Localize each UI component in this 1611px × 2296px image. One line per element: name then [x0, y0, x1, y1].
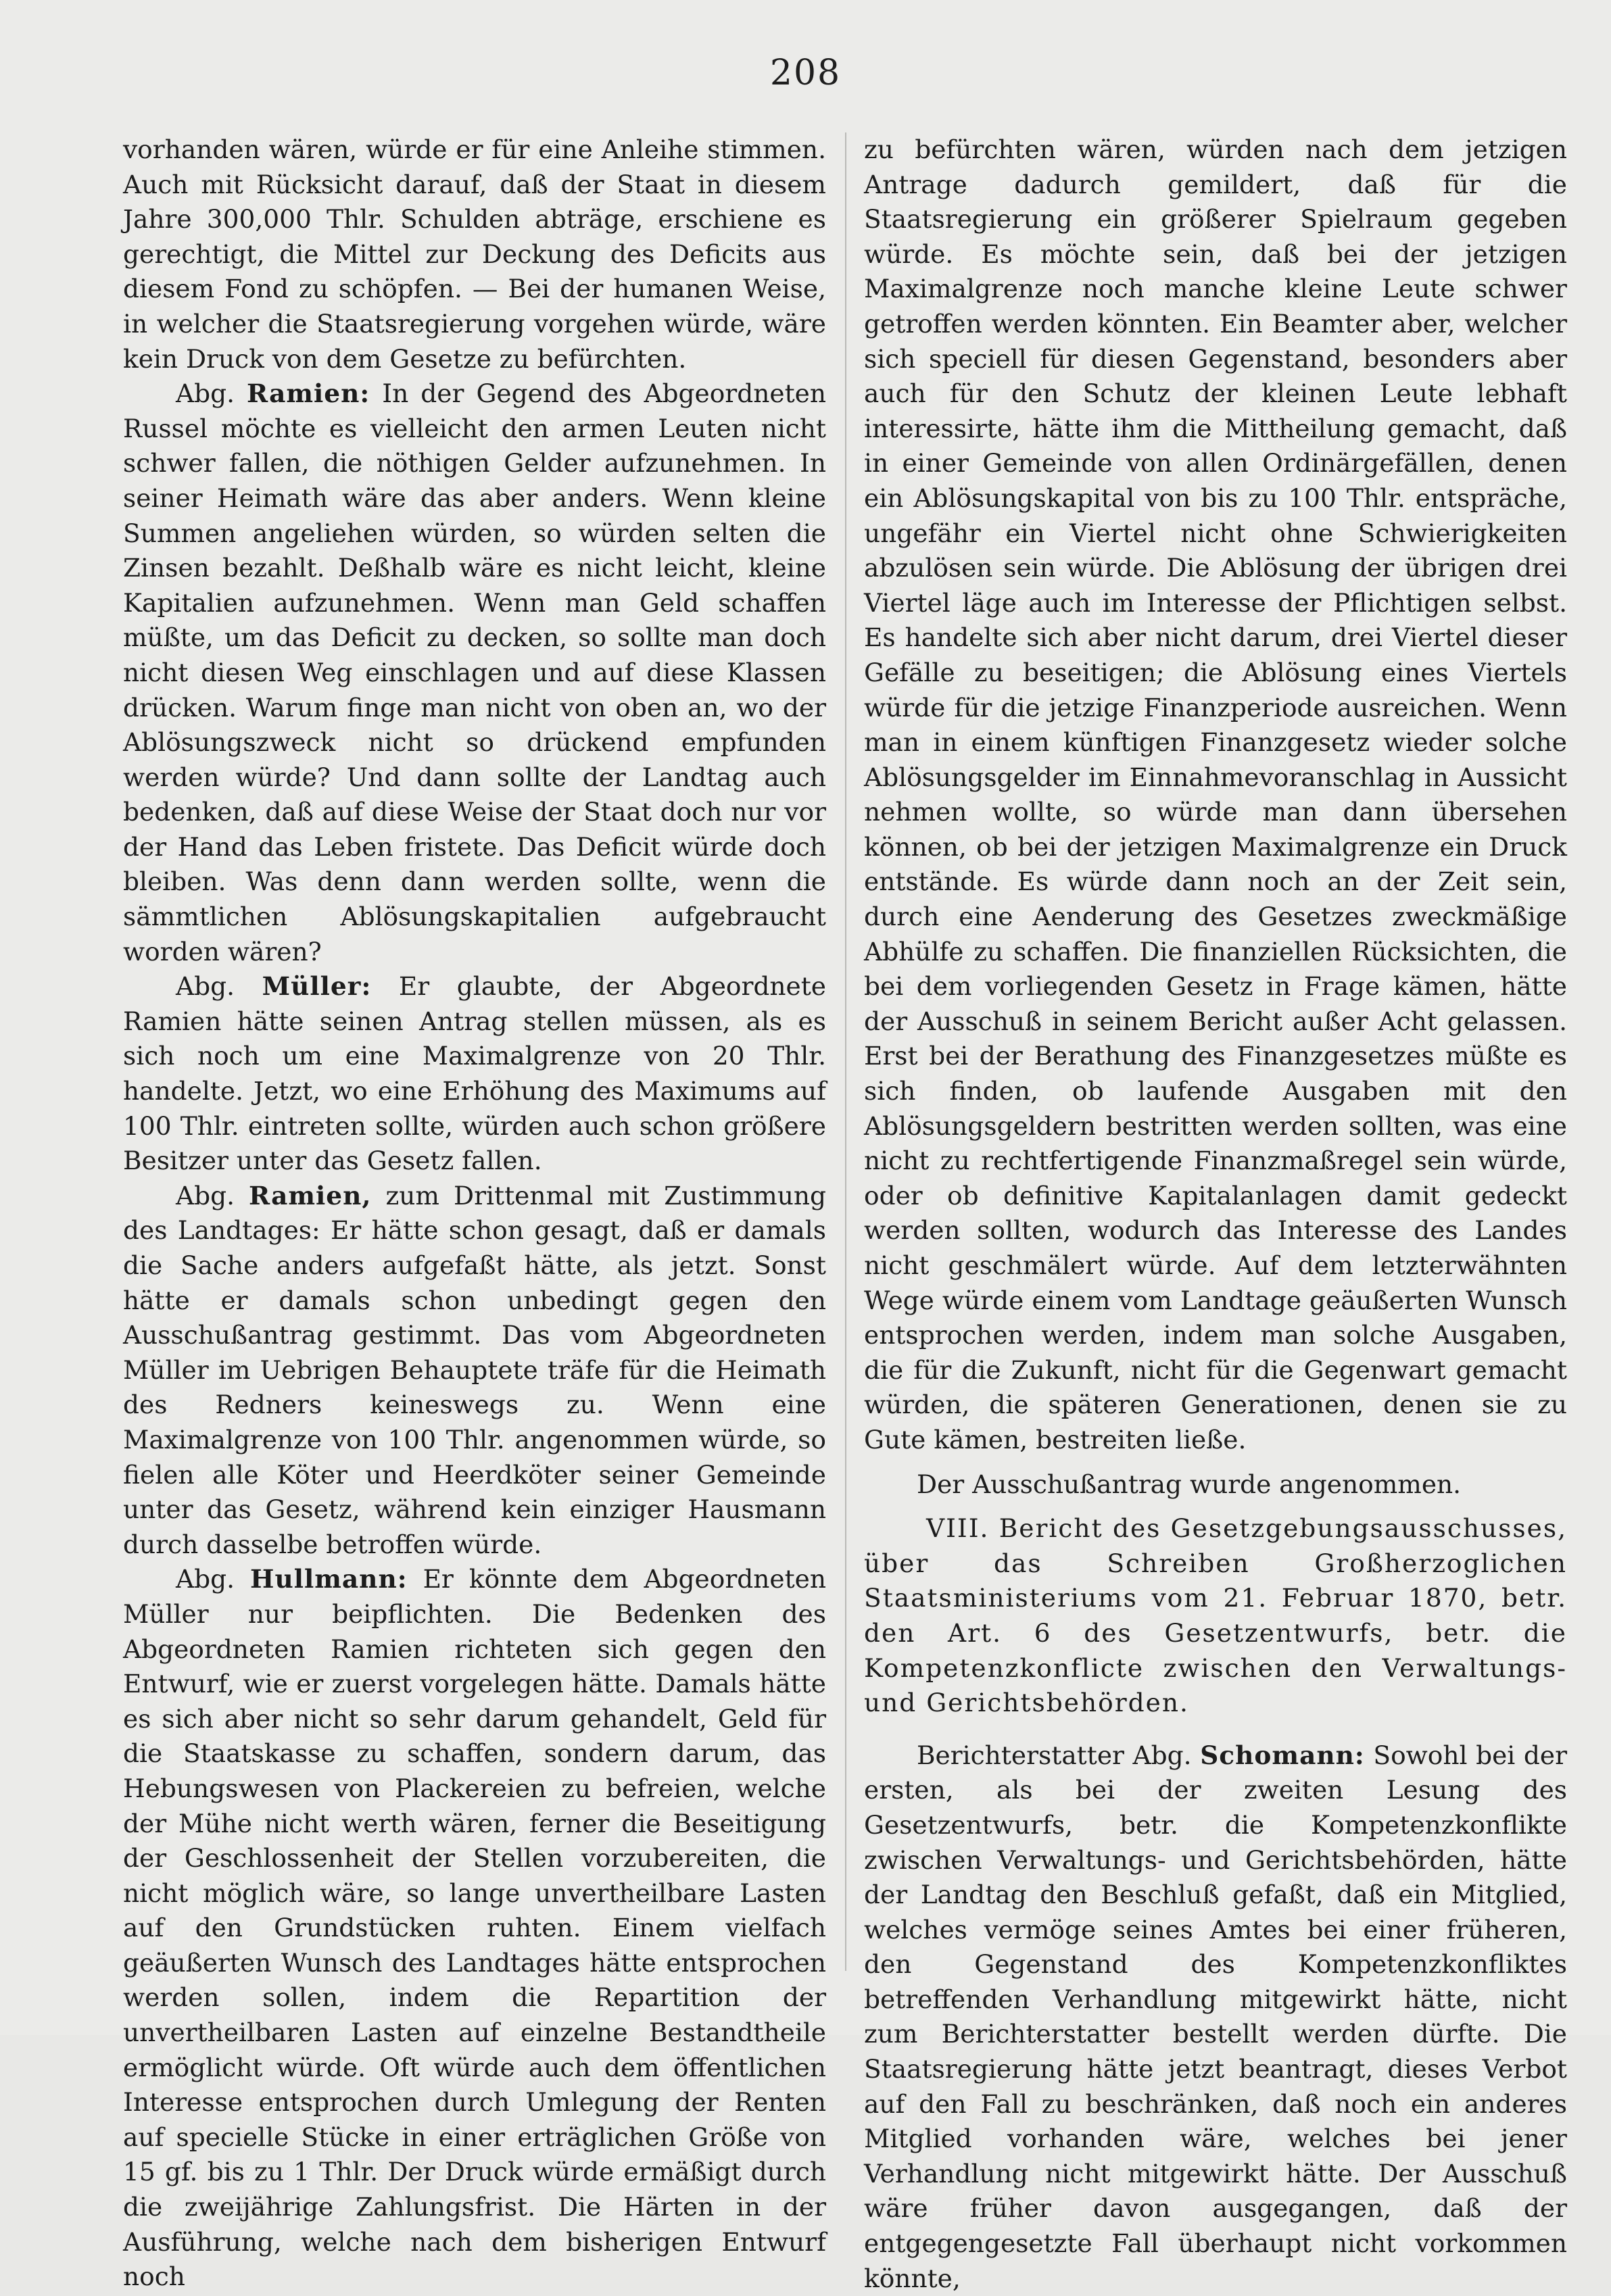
- right-column: [864, 132, 1567, 2296]
- speech-text: Sowohl bei der ersten, als bei der zweiten Lesung des Gesetzentwurfs, betr. die Kompetenzkonflikte zwischen Verwaltungs- und Gerichtsbehörden, hätte der Landtag den Beschluß gefaßt, daß ein Mitglied, welches vermöge seines Amtes bei einer früheren, den Gegenstand des Kompetenzkonfliktes betreffenden Verhandlung mitgewirkt hätte, nicht zum Berichterstatter bestellt werden dürfte. Die Staatsregierung hätte jetzt beantragt, dieses Verbot auf den Fall zu beschränken, daß noch ein anderes Mitglied vorhanden wäre, welches bei jener Verhandlung nicht mitgewirkt hätte. Der Ausschuß wäre früher davon ausgegangen, daß der entgegengesetzte Fall überhaupt nicht vorkommen könnte,: [864, 1740, 1568, 2293]
- speaker-name: Ramien,: [249, 1180, 372, 1211]
- speech-ramien: [123, 376, 826, 969]
- paragraph: zu befürchten wären, würden nach dem jetzigen Antrage dadurch gemildert, daß für die Staatsregierung ein größerer Spielraum gegeben würde. Es möchte sein, daß bei der jetzigen Maximalgrenze noch manche kleine Leute schwer getroffen werden könnten. Ein Beamter aber, welcher sich speciell für diesen Gegenstand, besonders aber auch für den Schutz der kleinen Leute lebhaft interessirte, hätte ihm die Mittheilung gemacht, daß in einer Gemeinde von allen Ordinärgefällen, denen ein Ablösungskapital von bis zu 100 Thlr. entspräche, ungefähr ein Viertel nicht ohne Schwierigkeiten abzulösen sein würde. Die Ablösung der übrigen drei Viertel läge auch im Interesse der Pflichtigen selbst. Es handelte sich aber nicht darum, drei Viertel dieser Gefälle zu beseitigen; die Ablösung eines Viertels würde für die jetzige Finanzperiode ausreichen. Wenn man in einem künftigen Finanzgesetz wieder solche Ablösungsgelder im Einnahmevoranschlag in Aussicht nehmen wollte, so würde man dann übersehen können, ob bei der jetzigen Maximalgrenze ein Druck entstände. Es würde dann noch an der Zeit sein, durch eine Aenderung des Gesetzes zweckmäßige Abhülfe zu schaffen. Die finanziellen Rücksichten, die bei dem vorliegenden Gesetz in Frage kämen, hätte der Ausschuß in seinem Bericht außer Acht gelassen. Erst bei der Berathung des Finanzgesetzes müßte es sich finden, ob laufende Ausgaben mit den Ablösungsgeldern bestritten werden sollten, was eine nicht zu rechtfertigende Finanzmaßregel sein würde, oder ob definitive Kapitalanlagen damit gedeckt werden sollten, wodurch das Interesse des Landes nicht geschmälert würde. Auf dem letzterwähnten Wege würde einem vom Landtage geäußerten Wunsch entsprochen werden, indem man solche Ausgaben, die für die Zukunft, nicht für die Gegenwart gemacht würden, die späteren Generationen, denen sie zu Gute kämen, bestreiten ließe.: [864, 135, 1567, 1455]
- agenda-title: Bericht des Gesetzgebungsausschusses, über das Schreiben Großherzoglichen Staatsministeriums vom 21. Februar 1870, betr. den Art. 6 des Gesetzentwurfs, betr. die Kompetenzkonflicte zwischen den Verwaltungs- und Gerichtsbehörden.: [864, 1513, 1567, 1718]
- speaker-prefix: Abg.: [176, 971, 235, 1002]
- speaker-name: Schomann:: [1200, 1740, 1365, 1770]
- speaker-prefix: Abg.: [176, 1564, 235, 1594]
- speech-ramien-2: [123, 1179, 826, 1563]
- speaker-prefix: Berichterstatter Abg.: [917, 1740, 1192, 1770]
- speech-text: zum Drittenmal mit Zustimmung des Landtages: Er hätte schon gesagt, daß er damals die Sache anders aufgefaßt hätte, als jetzt. Sonst hätte er damals schon unbedingt gegen den Ausschußantrag gestimmt. Das vom Abgeordneten Müller im Uebrigen Behauptete träfe für die Heimath des Redners keineswegs zu. Wenn eine Maximalgrenze von 100 Thlr. angenommen würde, so fielen alle Köter und Heerdköter seiner Gemeinde unter das Gesetz, während kein einziger Hausmann durch dasselbe betroffen würde.: [123, 1180, 827, 1559]
- agenda-item-heading: [864, 1511, 1567, 1721]
- speech-text: Er glaubte, der Abgeordnete Ramien hätte seinen Antrag stellen müssen, als es sich noch um eine Maximalgrenze von 20 Thlr. handelte. Jetzt, wo eine Erhöhung des Maximums auf 100 Thlr. eintreten sollte, würden auch schon größere Besitzer unter das Gesetz fallen.: [123, 971, 826, 1176]
- speaker-name: Müller:: [262, 971, 372, 1002]
- page-number: 208: [769, 53, 842, 93]
- speech-text: Er könnte dem Abgeordneten Müller nur beipflichten. Die Bedenken des Abgeordneten Ramien richteten sich gegen den Entwurf, wie er zuerst vorgelegen hätte. Damals hätte es sich aber nicht so sehr darum gehandelt, Geld für die Staatskasse zu schaffen, sondern darum, das Hebungswesen von Plackereien zu befreien, welche der Mühe nicht werth wären, ferner die Beseitigung der Geschlossenheit der Stellen vorzubereiten, die nicht möglich wäre, so lange unvertheilbare Lasten auf den Grundstücken ruhten. Einem vielfach geäußerten Wunsch des Landtages hätte entsprochen werden sollen, indem die Repartition der unvertheilbaren Lasten auf einzelne Bestandtheile ermöglicht würde. Oft würde auch dem öffentlichen Interesse entsprochen durch Umlegung der Renten auf specielle Stücke in einer erträglichen Größe von 15 gf. bis zu 1 Thlr. Der Druck würde ermäßigt durch die zweijährige Zahlungsfrist. Die Härten in der Ausführung, welche nach dem bisherigen Entwurf noch: [123, 1564, 827, 2292]
- spacer: [864, 1458, 1567, 1467]
- spacer: [864, 1721, 1567, 1738]
- speech-text: In der Gegend des Abgeordneten Russel möchte es vielleicht den armen Leuten nicht schwer fallen, die nöthigen Gelder aufzunehmen. In seiner Heimath wäre das aber anders. Wenn kleine Summen angeliehen würden, so würden selten die Zinsen bezahlt. Deßhalb wäre es nicht leicht, kleine Kapitalien aufzunehmen. Wenn man Geld schaffen müßte, um das Deficit zu decken, so sollte man doch nicht diesen Weg einschlagen und auf diese Klassen drücken. Warum finge man nicht von oben an, wo der Ablösungszweck nicht so drückend empfunden werden würde? Und dann sollte der Landtag auch bedenken, daß auf diese Weise der Staat doch nur vor der Hand das Leben fristete. Das Deficit würde doch bleiben. Was denn dann werden sollte, wenn die sämmtlichen Ablösungskapitalien aufgebraucht worden wären?: [123, 378, 826, 967]
- paragraph: vorhanden wären, würde er für eine Anleihe stimmen. Auch mit Rücksicht darauf, daß der Staat in diesem Jahre 300,000 Thlr. Schulden abträge, erschiene es gerechtigt, die Mittel zur Deckung des Deficits aus diesem Fond zu schöpfen. — Bei der humanen Weise, in welcher die Staatsregierung vorgehen würde, wäre kein Druck von dem Gesetze zu befürchten.: [123, 135, 826, 374]
- speaker-prefix: Abg.: [176, 378, 235, 409]
- agenda-number: VIII.: [926, 1513, 990, 1544]
- speech-schomann: [864, 1738, 1567, 2296]
- speaker-name: Hullmann:: [250, 1564, 408, 1594]
- left-column: [123, 132, 826, 2295]
- speaker-prefix: Abg.: [176, 1180, 235, 1211]
- speaker-name: Ramien:: [247, 378, 370, 409]
- speech-hullmann: [123, 1562, 826, 2294]
- spacer: [864, 1502, 1567, 1511]
- resolution-line: Der Ausschußantrag wurde angenommen.: [917, 1469, 1462, 1499]
- column-divider: [845, 132, 846, 1971]
- speech-mueller: [123, 969, 826, 1179]
